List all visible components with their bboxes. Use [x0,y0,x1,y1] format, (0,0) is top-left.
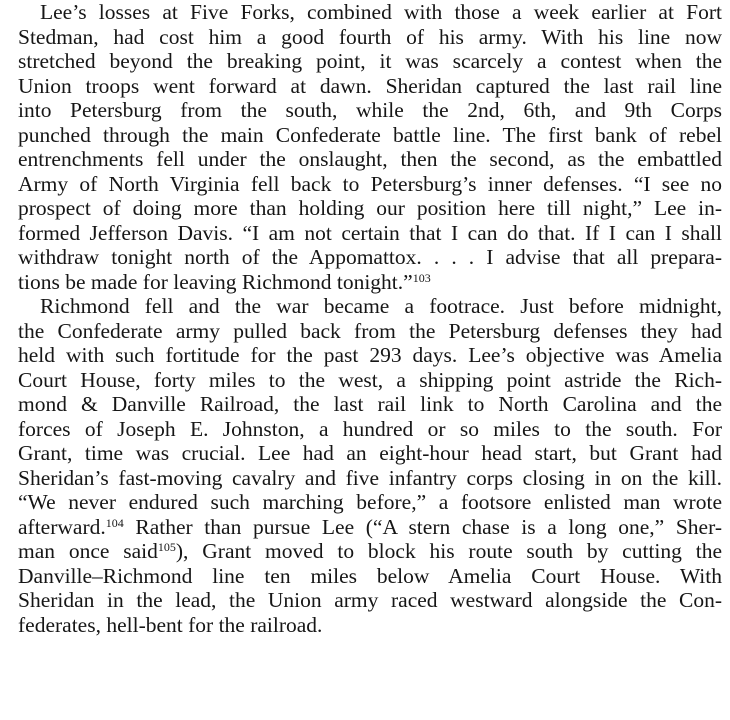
text-line: Grant, time was crucial. Lee had an eight-hour head start, but Grant had [18,441,722,465]
paragraph-1 [18,0,722,294]
text-line: stretched beyond the breaking point, it was scarcely a contest when the [18,49,722,73]
text-line: Court House, forty miles to the west, a shipping point astride the Rich- [18,367,722,392]
text-line: punched through the main Confederate battle line. The first bank of rebel [18,122,722,147]
footnote-ref-104: 104 [105,515,124,530]
text-line: held with such fortitude for the past 293 days. Lee’s objective was Amelia [18,343,722,367]
text-line: “We never endured such marching before,” a footsore enlisted man wrote [18,490,722,514]
text-line: forces of Joseph E. Johnston, a hundred or so miles to the south. For [18,416,722,441]
text-line: prospect of doing more than holding our position here till night,” Lee in- [18,196,722,220]
text-line: Sheridan in the lead, the Union army raced westward alongside the Con- [18,588,722,612]
text-fragment: tions be made for leaving Richmond tonight.” [18,269,413,294]
text-line: Union troops went forward at dawn. Sheridan captured the last rail line [18,73,722,98]
text-line: the Confederate army pulled back from the Petersburg defenses they had [18,318,722,343]
paragraph-2 [18,294,722,637]
text-fragment: man once said [18,539,158,563]
text-line: Lee’s losses at Five Forks, combined with those a week earlier at Fort [40,0,722,24]
book-page [18,0,722,637]
text-line: Sheridan’s fast-moving cavalry and five infantry corps closing in on the kill. [18,465,722,490]
text-line: Danville–Richmond line ten miles below Amelia Court House. With [18,563,722,588]
text-line: Stedman, had cost him a good fourth of his army. With his line now [18,24,722,49]
text-line: withdraw tonight north of the Appomattox. . . . I advise that all prepara- [18,245,722,269]
footnote-ref-105: 105 [157,540,176,554]
text-fragment: afterward. [18,514,106,539]
text-line [18,539,722,564]
text-line: Army of North Virginia fell back to Petersburg’s inner defenses. “I see no [18,171,722,196]
text-line: entrenchments fell under the onslaught, then the second, as the embattled [18,147,722,171]
text-line [18,270,722,295]
text-fragment: Rather than pursue Lee (“A stern chase is a long one,” Sher- [123,514,722,539]
text-line: formed Jefferson Davis. “I am not certain that I can do that. If I can I shall [18,220,722,245]
text-line: federates, hell-bent for the railroad. [18,612,323,637]
footnote-ref-103: 103 [412,270,431,285]
text-line: mond & Danville Railroad, the last rail link to North Carolina and the [18,392,722,416]
text-fragment: ), Grant moved to block his route south by cutting the [175,539,722,563]
text-line [18,515,722,540]
text-line: Richmond fell and the war became a footrace. Just before midnight, [40,294,722,318]
text-line: into Petersburg from the south, while the 2nd, 6th, and 9th Corps [18,98,722,122]
